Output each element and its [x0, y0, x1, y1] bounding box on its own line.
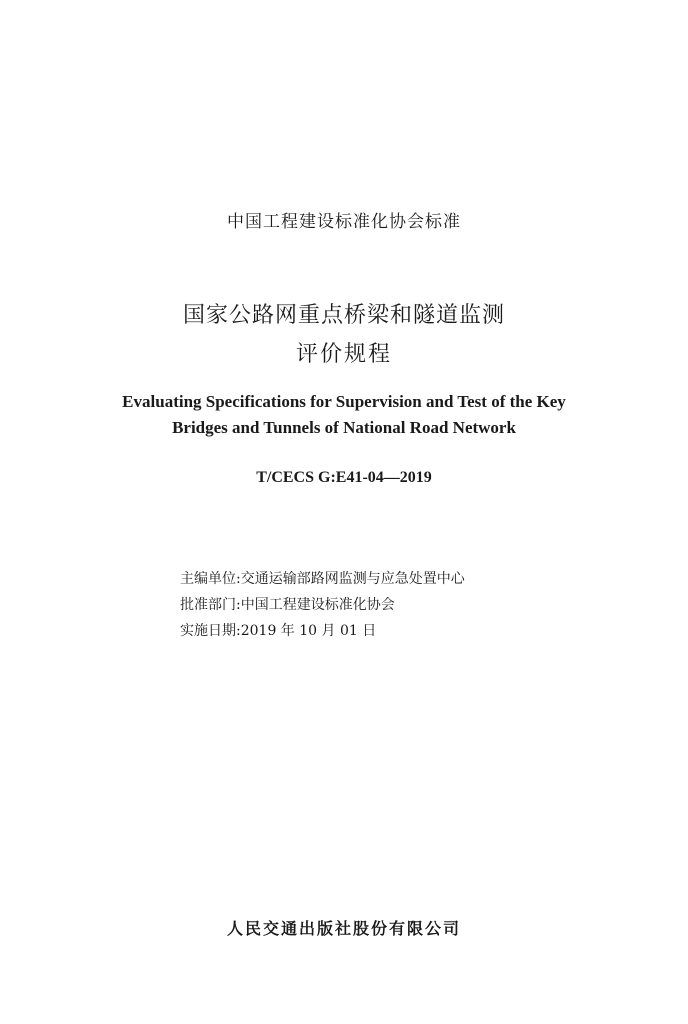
chinese-title-line-1: 国家公路网重点桥梁和隧道监测 [182, 303, 505, 328]
english-title-line-2: Bridges and Tunnels of National Road Network [172, 418, 516, 437]
english-title-line-1: Evaluating Specifications for Supervision and Test of the Key [122, 392, 566, 411]
chinese-title-line-2: 评价规程 [295, 342, 392, 367]
effective-date: 实施日期:2019 年 10 月 01 日 [180, 623, 377, 639]
association-standard-label: 中国工程建设标准化协会标准 [227, 212, 461, 232]
approval-department: 批准部门:中国工程建设标准化协会 [180, 597, 395, 613]
standard-code: T/CECS G:E41-04—2019 [256, 469, 432, 486]
publisher-name: 人民交通出版社股份有限公司 [226, 919, 461, 938]
editor-unit: 主编单位:交通运输部路网监测与应急处置中心 [180, 571, 465, 587]
